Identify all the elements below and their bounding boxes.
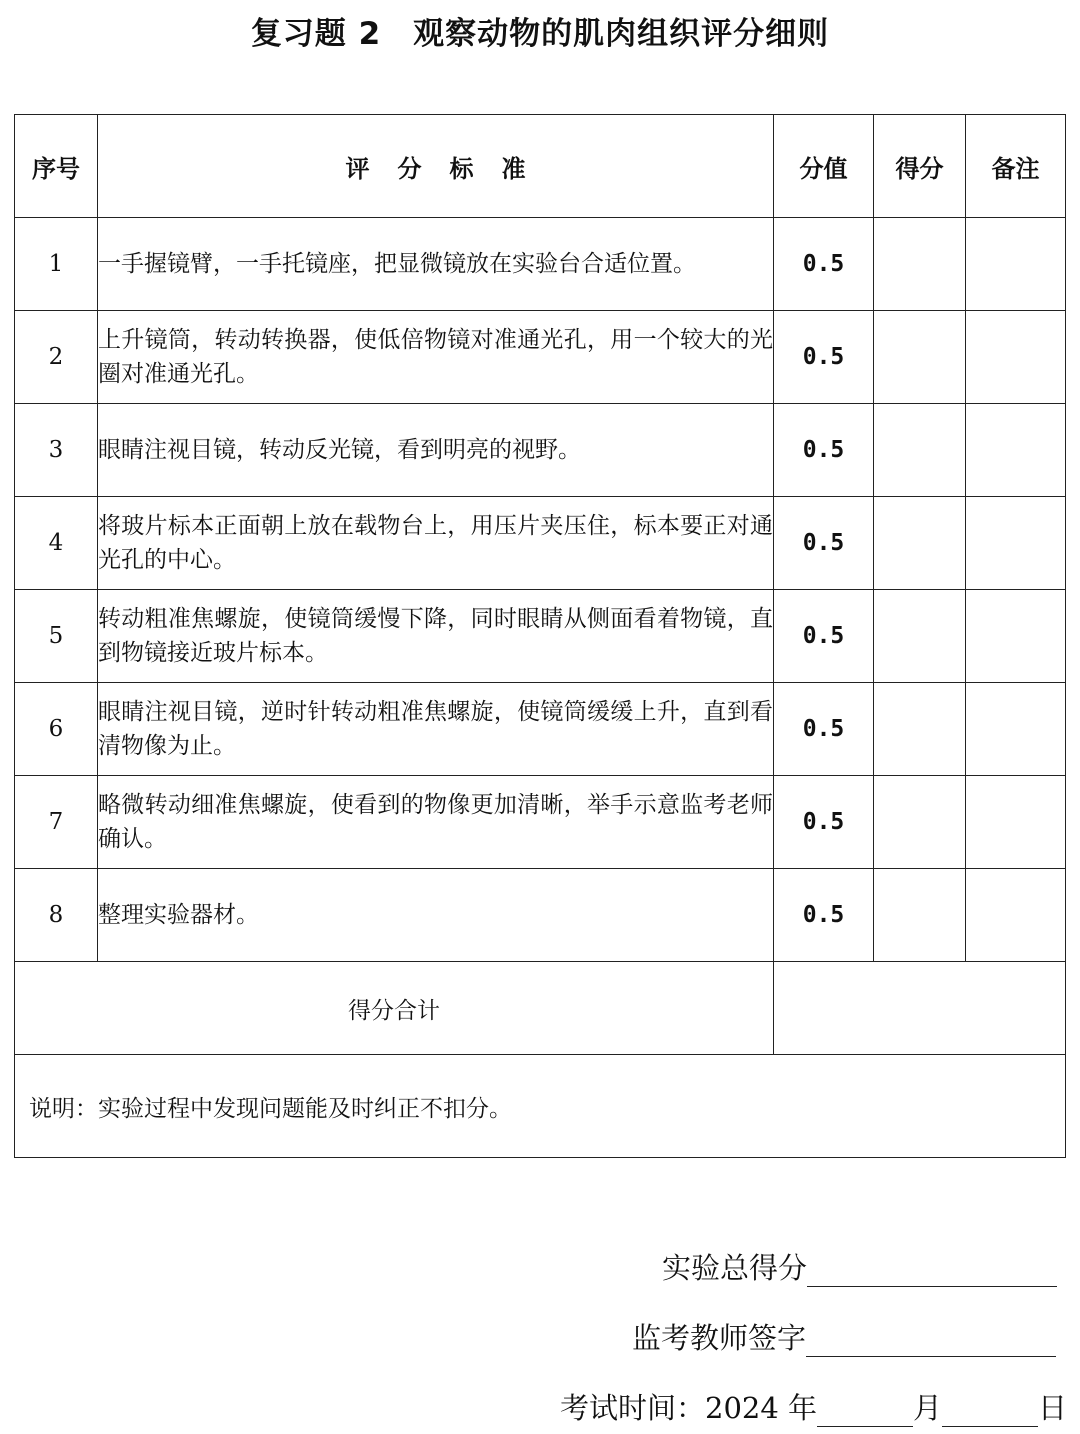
remark-cell[interactable]: [966, 404, 1066, 497]
score-cell[interactable]: [874, 869, 966, 962]
note-text: 说明：实验过程中发现问题能及时纠正不扣分。: [15, 1055, 1066, 1158]
row-index: 2: [15, 311, 98, 404]
row-value: 0.5: [774, 869, 874, 962]
row-criterion: 一手握镜臂，一手托镜座，把显微镜放在实验台合适位置。: [98, 218, 774, 311]
row-value: 0.5: [774, 218, 874, 311]
total-score-cell[interactable]: [774, 962, 1066, 1055]
proctor-signature-blank[interactable]: [806, 1326, 1056, 1357]
score-cell[interactable]: [874, 497, 966, 590]
page-title: 复习题 2 观察动物的肌肉组织评分细则: [250, 16, 830, 52]
table-row: [15, 590, 1066, 683]
table-row: [15, 869, 1066, 962]
remark-cell[interactable]: [966, 776, 1066, 869]
proctor-signature-label: 监考教师签字: [632, 1321, 807, 1355]
exam-time-line: [560, 1386, 1067, 1427]
row-index: 1: [15, 218, 98, 311]
row-value: 0.5: [774, 776, 874, 869]
row-value: 0.5: [774, 311, 874, 404]
scoring-table: [14, 114, 1066, 1158]
table-row: [15, 497, 1066, 590]
month-label: 月: [913, 1391, 943, 1425]
header-remark: 备注: [966, 115, 1066, 218]
row-index: 6: [15, 683, 98, 776]
table-row: [15, 776, 1066, 869]
header-criterion: 评分标准: [98, 115, 774, 218]
table-row: [15, 218, 1066, 311]
total-score-line: [662, 1246, 1057, 1287]
remark-cell[interactable]: [966, 869, 1066, 962]
remark-cell[interactable]: [966, 497, 1066, 590]
score-cell[interactable]: [874, 218, 966, 311]
row-criterion: 眼睛注视目镜，转动反光镜，看到明亮的视野。: [98, 404, 774, 497]
table-header-row: [15, 115, 1066, 218]
table-row: [15, 404, 1066, 497]
score-cell[interactable]: [874, 683, 966, 776]
row-criterion: 略微转动细准焦螺旋，使看到的物像更加清晰，举手示意监考老师确认。: [98, 776, 774, 869]
row-value: 0.5: [774, 590, 874, 683]
score-cell[interactable]: [874, 590, 966, 683]
total-row: [15, 962, 1066, 1055]
score-cell[interactable]: [874, 404, 966, 497]
score-cell[interactable]: [874, 311, 966, 404]
row-criterion: 上升镜筒，转动转换器，使低倍物镜对准通光孔，用一个较大的光圈对准通光孔。: [98, 311, 774, 404]
total-label: 得分合计: [15, 962, 774, 1055]
row-value: 0.5: [774, 497, 874, 590]
day-label: 日: [1038, 1391, 1068, 1425]
row-index: 5: [15, 590, 98, 683]
row-index: 7: [15, 776, 98, 869]
row-value: 0.5: [774, 404, 874, 497]
total-score-blank[interactable]: [807, 1256, 1057, 1287]
row-criterion: 将玻片标本正面朝上放在载物台上，用压片夹压住，标本要正对通光孔的中心。: [98, 497, 774, 590]
remark-cell[interactable]: [966, 218, 1066, 311]
total-score-label: 实验总得分: [662, 1251, 808, 1285]
row-index: 3: [15, 404, 98, 497]
remark-cell[interactable]: [966, 683, 1066, 776]
proctor-signature-line: [632, 1316, 1056, 1357]
exam-time-label: 考试时间：2024 年: [560, 1391, 818, 1425]
header-index: 序号: [15, 115, 98, 218]
row-criterion: 眼睛注视目镜，逆时针转动粗准焦螺旋，使镜筒缓缓上升，直到看清物像为止。: [98, 683, 774, 776]
row-index: 8: [15, 869, 98, 962]
note-row: [15, 1055, 1066, 1158]
day-blank[interactable]: [942, 1396, 1038, 1427]
row-value: 0.5: [774, 683, 874, 776]
row-criterion: 转动粗准焦螺旋，使镜筒缓慢下降，同时眼睛从侧面看着物镜，直到物镜接近玻片标本。: [98, 590, 774, 683]
header-value: 分值: [774, 115, 874, 218]
header-score: 得分: [874, 115, 966, 218]
row-index: 4: [15, 497, 98, 590]
remark-cell[interactable]: [966, 311, 1066, 404]
table-row: [15, 311, 1066, 404]
row-criterion: 整理实验器材。: [98, 869, 774, 962]
table-row: [15, 683, 1066, 776]
score-cell[interactable]: [874, 776, 966, 869]
month-blank[interactable]: [817, 1396, 913, 1427]
remark-cell[interactable]: [966, 590, 1066, 683]
